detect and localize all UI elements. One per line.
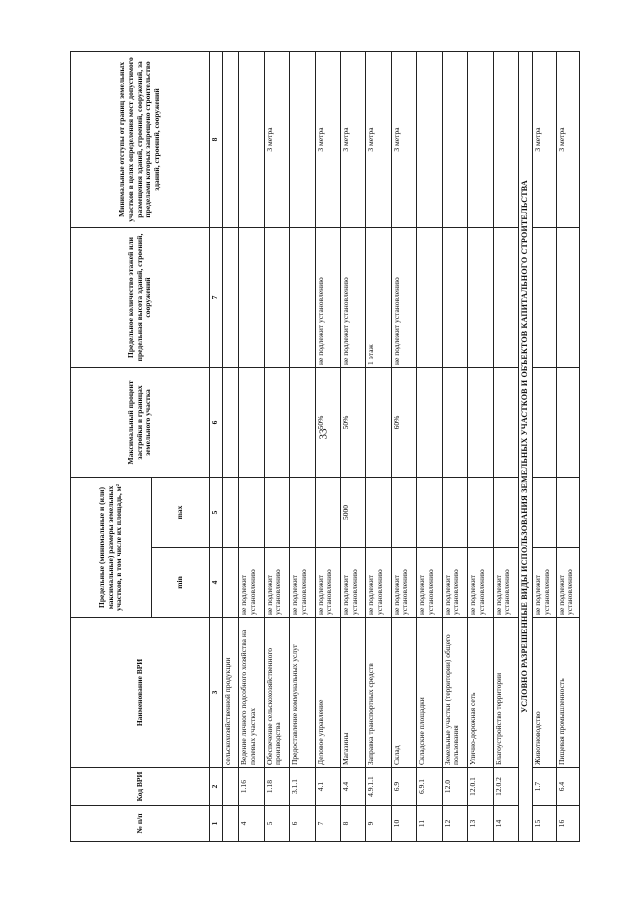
row-name: сельскохозяйственной продукции xyxy=(223,618,239,768)
row-build-pct xyxy=(223,367,239,477)
row-max xyxy=(533,477,556,547)
row-setback xyxy=(468,51,493,227)
row-min: не подлежит установлению xyxy=(442,548,467,618)
row-name: Складские площадки xyxy=(417,618,442,768)
row-max xyxy=(290,477,315,547)
row-max xyxy=(493,477,519,547)
row-max xyxy=(264,477,289,547)
row-min xyxy=(223,548,239,618)
row-number: 11 xyxy=(417,806,442,842)
row-build-pct xyxy=(442,367,467,477)
row-floors xyxy=(533,227,556,367)
row-max xyxy=(442,477,467,547)
row-setback xyxy=(417,51,442,227)
row-setback: 3 метра xyxy=(533,51,556,227)
col-number: 7 xyxy=(209,227,222,367)
row-number: 14 xyxy=(493,806,519,842)
row-floors: не подлежит установлению xyxy=(341,227,366,367)
header-min: min xyxy=(151,548,209,618)
row-code: 1.16 xyxy=(239,768,264,806)
row-name: Животноводство xyxy=(533,618,556,768)
header-max: max xyxy=(151,477,209,547)
table-row xyxy=(468,51,493,841)
row-setback: 3 метра xyxy=(315,51,340,227)
row-setback xyxy=(442,51,467,227)
row-name: Деловое управление xyxy=(315,618,340,768)
table-row xyxy=(391,51,416,841)
row-code: 12.0.2 xyxy=(493,768,519,806)
row-max xyxy=(391,477,416,547)
row-max xyxy=(417,477,442,547)
row-floors xyxy=(239,227,264,367)
vri-table xyxy=(70,51,580,842)
row-code: 4.4 xyxy=(341,768,366,806)
row-setback xyxy=(223,51,239,227)
row-name: Пищевая промышленность xyxy=(556,618,579,768)
row-setback: 3 метра xyxy=(391,51,416,227)
col-number: 5 xyxy=(209,477,222,547)
row-min: не подлежит установлению xyxy=(493,548,519,618)
table-row xyxy=(223,51,239,841)
section-title: УСЛОВНО РАЗРЕШЕННЫЕ ВИДЫ ИСПОЛЬЗОВАНИЯ ЗЕМЕЛЬНЫХ УЧАСТКОВ И ОБЪЕКТОВ КАПИТАЛЬНОГО СТРОИТЕЛЬСТВА xyxy=(519,51,533,841)
row-build-pct xyxy=(417,367,442,477)
col-number: 3 xyxy=(209,618,222,768)
header-name: Наименование ВРИ xyxy=(71,618,210,768)
row-name: Ведение личного подсобного хозяйства на полевых участках xyxy=(239,618,264,768)
row-floors xyxy=(468,227,493,367)
table-row xyxy=(264,51,289,841)
row-min: не подлежит установлению xyxy=(264,548,289,618)
row-name: Склад xyxy=(391,618,416,768)
row-setback: 3 метра xyxy=(264,51,289,227)
row-build-pct xyxy=(366,367,391,477)
row-min: не подлежит установлению xyxy=(391,548,416,618)
header-sizes: Предельные (минимальные и (или) максимальные) размеры земельных участков, в том числе их площадь, м² xyxy=(71,477,152,617)
row-build-pct xyxy=(290,367,315,477)
row-min: не подлежит установлению xyxy=(341,548,366,618)
row-name: Магазины xyxy=(341,618,366,768)
row-name: Предоставление коммунальных услуг xyxy=(290,618,315,768)
row-name: Заправка транспортных средств xyxy=(366,618,391,768)
header-floors: Предельное количество этажей или предельная высота зданий, строений, сооружений xyxy=(71,227,210,367)
header-build-pct: Максимальный процент застройки в границах земельного участка xyxy=(71,367,210,477)
row-build-pct xyxy=(493,367,519,477)
row-number: 4 xyxy=(239,806,264,842)
row-setback xyxy=(493,51,519,227)
col-number: 2 xyxy=(209,768,222,806)
row-max: 5000 xyxy=(341,477,366,547)
row-floors xyxy=(264,227,289,367)
row-number: 7 xyxy=(315,806,340,842)
row-min: не подлежит установлению xyxy=(417,548,442,618)
table-row xyxy=(315,51,340,841)
row-floors: 1 этаж xyxy=(366,227,391,367)
row-max xyxy=(315,477,340,547)
header-code: Код ВРИ xyxy=(71,768,210,806)
table-row xyxy=(417,51,442,841)
row-floors xyxy=(223,227,239,367)
row-code: 12.0 xyxy=(442,768,467,806)
row-name: Благоустройство территории xyxy=(493,618,519,768)
page-number: 33 xyxy=(317,428,330,440)
row-min: не подлежит установлению xyxy=(366,548,391,618)
header-setback: Минимальные отступы от границ земельных участков в целях определения мест допустимого размещения зданий, строений, сооружений, за пределами которых запрещено строительство зданий, строений, сооружений xyxy=(71,51,210,227)
row-number: 8 xyxy=(341,806,366,842)
row-code: 4.1 xyxy=(315,768,340,806)
row-number: 15 xyxy=(533,806,556,842)
row-name: Обеспечение сельскохозяйственного производства xyxy=(264,618,289,768)
row-max xyxy=(223,477,239,547)
row-number: 10 xyxy=(391,806,416,842)
row-max xyxy=(239,477,264,547)
row-code: 1.7 xyxy=(533,768,556,806)
row-number: 5 xyxy=(264,806,289,842)
col-number: 8 xyxy=(209,51,222,227)
row-floors xyxy=(493,227,519,367)
table-row xyxy=(493,51,519,841)
table-row xyxy=(290,51,315,841)
table-row xyxy=(366,51,391,841)
table-row xyxy=(533,51,556,841)
row-max xyxy=(366,477,391,547)
table-row xyxy=(556,51,579,841)
table-row xyxy=(442,51,467,841)
table-row xyxy=(239,51,264,841)
row-setback xyxy=(290,51,315,227)
col-number: 6 xyxy=(209,367,222,477)
row-build-pct: 60% xyxy=(391,367,416,477)
row-min: не подлежит установлению xyxy=(239,548,264,618)
row-number: 9 xyxy=(366,806,391,842)
row-code: 1.18 xyxy=(264,768,289,806)
row-number: 6 xyxy=(290,806,315,842)
rotated-table-wrap xyxy=(70,52,580,842)
row-build-pct: 50% xyxy=(341,367,366,477)
row-code xyxy=(223,768,239,806)
row-build-pct xyxy=(264,367,289,477)
row-build-pct xyxy=(556,367,579,477)
table-row xyxy=(341,51,366,841)
row-build-pct xyxy=(533,367,556,477)
row-code: 4.9.1.1 xyxy=(366,768,391,806)
row-code: 6.9.1 xyxy=(417,768,442,806)
row-setback: 3 метра xyxy=(366,51,391,227)
row-floors xyxy=(442,227,467,367)
row-number: 13 xyxy=(468,806,493,842)
row-name: Улично-дорожная сеть xyxy=(468,618,493,768)
row-number: 12 xyxy=(442,806,467,842)
col-number: 4 xyxy=(209,548,222,618)
row-floors xyxy=(290,227,315,367)
row-code: 3.1.1 xyxy=(290,768,315,806)
row-floors xyxy=(556,227,579,367)
row-build-pct xyxy=(468,367,493,477)
col-number: 1 xyxy=(209,806,222,842)
row-max xyxy=(556,477,579,547)
row-min: не подлежит установлению xyxy=(315,548,340,618)
row-build-pct xyxy=(239,367,264,477)
row-code: 6.4 xyxy=(556,768,579,806)
row-number: 16 xyxy=(556,806,579,842)
row-code: 6.9 xyxy=(391,768,416,806)
row-setback xyxy=(239,51,264,227)
row-setback: 3 метра xyxy=(341,51,366,227)
row-floors xyxy=(417,227,442,367)
row-name: Земельные участки (территории) общего пользования xyxy=(442,618,467,768)
row-floors: не подлежит установлению xyxy=(315,227,340,367)
row-min: не подлежит установлению xyxy=(468,548,493,618)
row-setback: 3 метра xyxy=(556,51,579,227)
row-min: не подлежит установлению xyxy=(290,548,315,618)
header-num: № п/п xyxy=(71,806,210,842)
row-code: 12.0.1 xyxy=(468,768,493,806)
row-number xyxy=(223,806,239,842)
row-min: не подлежит установлению xyxy=(556,548,579,618)
row-max xyxy=(468,477,493,547)
row-floors: не подлежит установлению xyxy=(391,227,416,367)
row-min: не подлежит установлению xyxy=(533,548,556,618)
row-build-pct: 50% xyxy=(315,367,340,477)
